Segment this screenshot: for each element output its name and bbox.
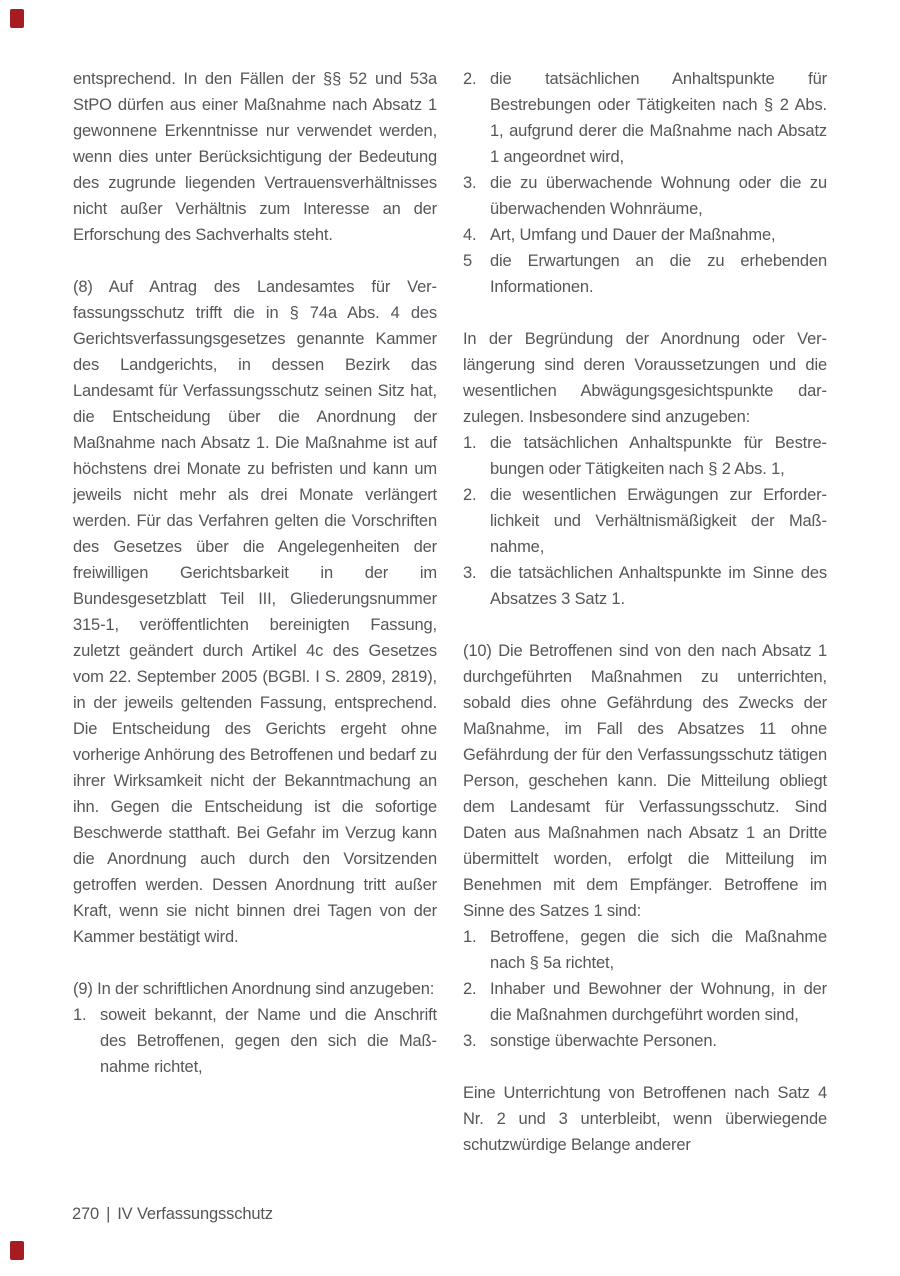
page-edge-mark-top bbox=[10, 9, 24, 28]
list-item-text: sonstige überwachte Personen. bbox=[490, 1032, 717, 1050]
paragraph-absatz-8: (8) Auf Antrag des Landesamtes für Verfassungsschutz trifft die in § 74a Abs. 4 des Gerichtsverfassungsgesetzes genannte Kammer des Landgerichts, in dessen Bezirk das Landesamt für Verfassungsschutz seinen Sitz hat, die Entscheidung über die Anordnung der Maßnahme nach Absatz 1. Die Maßnahme ist auf höchstens drei Monate zu befristen und kann um jeweils nicht mehr als drei Monate verlängert werden. Für das Verfahren gelten die Vorschriften des Gesetzes über die Angelegenheiten der freiwilligen Gerichtsbarkeit in der im Bundesgesetzblatt Teil III, Gliederungsnummer 315-1, veröffentlichten bereinigten Fassung, zuletzt geändert durch Artikel 4c des Gesetzes vom 22. September 2005 (BGBl. I S. 2809, 2819), in der jeweils geltenden Fassung, entsprechend. Die Entscheidung des Gerichts ergeht ohne vorherige Anhörung des Betroffenen und bedarf zu ihrer Wirksamkeit nicht der Bekanntmachung an ihn. Gegen die Entscheidung ist die sofortige Beschwerde statthaft. Bei Gefahr im Verzug kann die Anordnung auch durch den Vorsitzenden getroffen werden. Dessen Anordnung tritt außer Kraft, wenn sie nicht binnen drei Tagen von der Kammer bestätigt wird. bbox=[73, 278, 437, 946]
list-marker: 5 bbox=[463, 252, 473, 270]
footer-separator: | bbox=[106, 1205, 111, 1223]
list-item-text: die zu überwachende Wohnung oder die zu überwachenden Wohnräume, bbox=[490, 174, 827, 218]
list-item bbox=[463, 430, 827, 482]
list-marker: 1. bbox=[463, 928, 477, 946]
paragraph-continuation: entsprechend. In den Fällen der §§ 52 und 53a StPO dürfen aus einer Maßnahme nach Absatz 1 gewonnene Erkenntnisse nur verwendet werden, wenn dies unter Berücksichtigung der Bedeutung des zugrunde liegenden Vertrauensverhältnisses nicht außer Verhältnis zum Interesse an der Erforschung des Sachverhalts steht. bbox=[73, 70, 437, 244]
list-item bbox=[73, 1002, 437, 1080]
list-marker: 3. bbox=[463, 174, 477, 192]
paragraph-begruendung-intro: In der Begründung der Anordnung oder Verlängerung sind deren Voraussetzungen und die wesentlichen Abwägungsgesichtspunkte darzulegen. Insbesondere sind anzugeben: bbox=[463, 330, 827, 426]
right-column bbox=[463, 66, 827, 1158]
list-marker: 2. bbox=[463, 980, 477, 998]
list-item bbox=[463, 66, 827, 170]
list-item bbox=[463, 560, 827, 612]
ordered-list-begruendung bbox=[463, 430, 827, 612]
list-marker: 4. bbox=[463, 226, 477, 244]
paragraph-unterrichtung: Eine Unterrichtung von Betroffenen nach Satz 4 Nr. 2 und 3 unterbleibt, wenn überwiegende schutzwürdige Belange anderer bbox=[463, 1084, 827, 1154]
list-item-text: die Erwartungen an die zu erhebenden Informationen. bbox=[490, 252, 827, 296]
list-marker: 1. bbox=[73, 1006, 87, 1024]
list-item-text: die wesentlichen Erwägungen zur Erforderlichkeit und Verhältnismäßigkeit der Maßnahme, bbox=[490, 486, 827, 556]
list-item bbox=[463, 976, 827, 1028]
list-item-text: die tatsächlichen Anhaltspunkte im Sinne des Absatzes 3 Satz 1. bbox=[490, 564, 827, 608]
ordered-list-absatz-9 bbox=[73, 1002, 437, 1080]
list-item-text: Betroffene, gegen die sich die Maßnahme nach § 5a richtet, bbox=[490, 928, 827, 972]
left-column bbox=[73, 66, 437, 1158]
page-edge-mark-bottom bbox=[10, 1241, 24, 1260]
footer-section-title: IV Verfassungsschutz bbox=[117, 1205, 273, 1223]
ordered-list-absatz-10 bbox=[463, 924, 827, 1054]
list-item bbox=[463, 222, 827, 248]
list-item-text: soweit bekannt, der Name und die Anschrift des Betroffenen, gegen den sich die Maßnahme richtet, bbox=[100, 1006, 437, 1076]
list-item-text: die tatsächlichen Anhaltspunkte für Bestrebungen oder Tätigkeiten nach § 2 Abs. 1, bbox=[490, 434, 827, 478]
list-item bbox=[463, 248, 827, 300]
list-marker: 3. bbox=[463, 564, 477, 582]
list-item-text: Art, Umfang und Dauer der Maßnahme, bbox=[490, 226, 776, 244]
list-marker: 2. bbox=[463, 70, 477, 88]
list-marker: 3. bbox=[463, 1032, 477, 1050]
ordered-list-absatz-9-continued bbox=[463, 66, 827, 300]
two-column-text-body bbox=[73, 66, 827, 1158]
page-number: 270 bbox=[72, 1205, 100, 1223]
list-item bbox=[463, 924, 827, 976]
list-marker: 1. bbox=[463, 434, 477, 452]
paragraph-absatz-10: (10) Die Betroffenen sind von den nach Absatz 1 durchgeführten Maßnahmen zu unterrichten, sobald dies ohne Gefährdung des Zwecks der Maßnahme, im Fall des Absatzes 11 ohne Gefährdung der für den Verfassungsschutz tätigen Person, geschehen kann. Die Mitteilung obliegt dem Landesamt für Verfassungsschutz. Sind Daten aus Maßnahmen nach Absatz 1 an Dritte übermittelt worden, erfolgt die Mitteilung im Benehmen mit dem Empfänger. Betroffene im Sinne des Satzes 1 sind: bbox=[463, 642, 827, 920]
list-item bbox=[463, 1028, 827, 1054]
list-item bbox=[463, 482, 827, 560]
list-item-text: die tatsächlichen Anhaltspunkte für Bestrebungen oder Tätigkeiten nach § 2 Abs. 1, aufgrund derer die Maßnahme nach Absatz 1 angeordnet wird, bbox=[490, 70, 827, 166]
list-marker: 2. bbox=[463, 486, 477, 504]
list-item bbox=[463, 170, 827, 222]
page-footer bbox=[72, 1201, 273, 1227]
list-item-text: Inhaber und Bewohner der Wohnung, in der die Maßnahmen durchgeführt worden sind, bbox=[490, 980, 827, 1024]
paragraph-absatz-9-intro: (9) In der schriftlichen Anordnung sind anzugeben: bbox=[73, 980, 435, 998]
